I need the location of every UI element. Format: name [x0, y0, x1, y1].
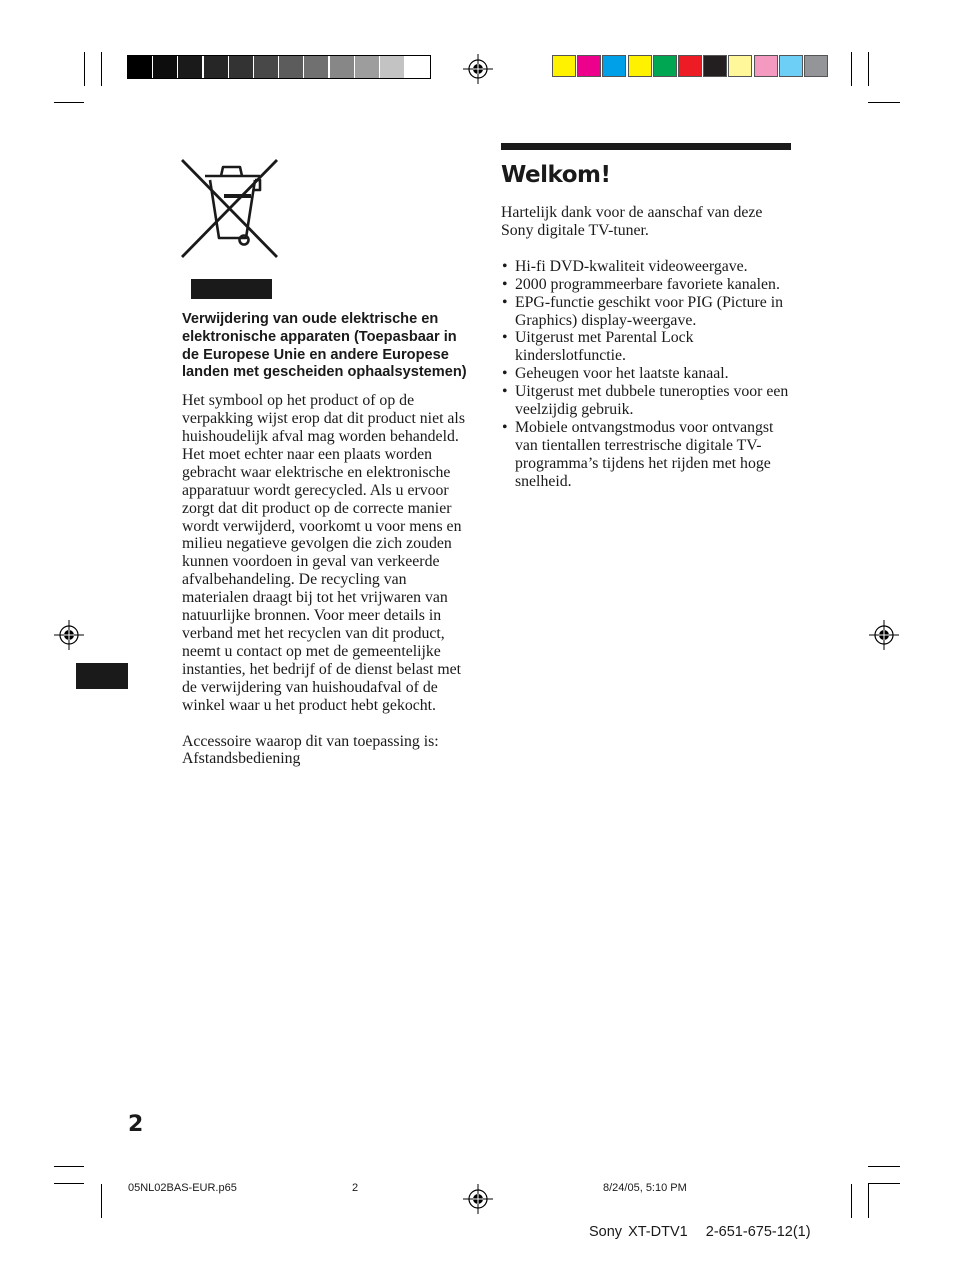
feature-text: Mobiele ontvangstmodus voor ontvangst van tientallen terrestrische digitale TV-programma’s tijdens het rijden met hoge snelheid. — [515, 418, 774, 490]
gray-swatch — [304, 56, 328, 78]
gray-swatch — [178, 56, 202, 78]
feature-list-item — [501, 365, 793, 383]
disposal-heading: Verwijdering van oude elektrische en elektronische apparaten (Toepasbaar in de Europese Unie en andere Europese landen met gescheiden ophaalsystemen) — [182, 311, 467, 381]
feature-list — [501, 258, 793, 491]
crossed-out-wheelie-bin-icon — [180, 158, 280, 260]
feature-list-item — [501, 329, 793, 365]
feature-text: Geheugen voor het laatste kanaal. — [515, 365, 729, 383]
color-swatch — [653, 55, 677, 77]
crop-mark — [868, 1183, 900, 1184]
registration-mark-icon — [54, 620, 84, 650]
bullet: • — [502, 293, 508, 311]
registration-mark-icon — [463, 1184, 493, 1214]
bullet: • — [502, 383, 508, 401]
crop-mark — [84, 52, 85, 86]
crop-mark — [101, 52, 102, 86]
crop-mark — [868, 52, 869, 86]
bullet: • — [502, 365, 508, 383]
welcome-intro: Hartelijk dank voor de aanschaf van deze Sony digitale TV-tuner. — [501, 204, 763, 239]
gray-swatch — [254, 56, 278, 78]
bullet: • — [502, 275, 508, 293]
weee-underbar — [191, 279, 272, 299]
crop-mark — [54, 1183, 84, 1184]
welcome-section — [501, 143, 793, 491]
crop-mark — [101, 1184, 102, 1218]
crop-mark — [868, 1166, 900, 1167]
footer-page: 2 — [352, 1182, 359, 1194]
bullet: • — [502, 418, 508, 436]
crop-mark — [851, 52, 852, 86]
gray-swatch — [355, 56, 379, 78]
section-tab — [76, 663, 128, 689]
gray-swatch — [279, 56, 303, 78]
color-swatch — [577, 55, 601, 77]
page-number: 2 — [128, 1112, 144, 1137]
model-code: Sony XT-DTV1 2-651-675-12(1) — [589, 1224, 811, 1240]
feature-text: Hi-fi DVD-kwaliteit videoweergave. — [515, 257, 748, 275]
disposal-section — [182, 311, 477, 768]
welcome-title: Welkom! — [501, 162, 611, 188]
feature-text: 2000 programmeerbare favoriete kanalen. — [515, 275, 780, 293]
color-swatch — [703, 55, 727, 77]
registration-mark-icon — [869, 620, 899, 650]
gray-swatch — [229, 56, 253, 78]
color-swatch — [804, 55, 828, 77]
feature-list-item — [501, 258, 793, 276]
color-calibration-bar — [552, 55, 829, 77]
feature-list-item — [501, 276, 793, 294]
gray-swatch — [128, 56, 152, 78]
color-swatch — [602, 55, 626, 77]
disposal-body: Het symbool op het product of op de verpakking wijst erop dat dit product niet als huishoudelijk afval mag worden behandeld. Het moet echter naar een plaats worden gebracht waar elektrische en elektronische apparatuur wordt gerecycled. Als u ervoor zorgt dat dit product op de correcte manier wordt verwijderd, voorkomt u voor mens en milieu negatieve gevolgen die zich zouden kunnen voordoen in geval van verkeerde afvalbehandeling. De recycling van materialen draagt bij tot het vrijwaren van natuurlijke bronnen. Voor meer details in verband met het recyclen van dit product, neemt u contact op met de gemeentelijke instanties, het bedrijf of de dienst belast met de verwijdering van huishoudafval of de winkel waar u het product hebt gekocht. — [182, 392, 465, 714]
feature-list-item — [501, 294, 793, 330]
feature-text: Uitgerust met dubbele tuneropties voor een veelzijdig gebruik. — [515, 383, 789, 419]
feature-text: Uitgerust met Parental Lock kinderslotfunctie. — [515, 329, 694, 365]
gray-swatch — [405, 56, 429, 78]
crop-mark — [868, 102, 900, 103]
feature-list-item — [501, 419, 793, 491]
bullet: • — [502, 329, 508, 347]
color-swatch — [678, 55, 702, 77]
color-swatch — [754, 55, 778, 77]
accessory-value: Afstandsbediening — [182, 750, 301, 768]
title-rule — [501, 143, 791, 150]
feature-list-item — [501, 383, 793, 419]
gray-swatch — [204, 56, 228, 78]
crop-mark — [54, 102, 84, 103]
gray-swatch — [153, 56, 177, 78]
color-swatch — [728, 55, 752, 77]
gray-swatch — [380, 56, 404, 78]
color-swatch — [552, 55, 576, 77]
grayscale-calibration-bar — [127, 55, 431, 79]
feature-text: EPG-functie geschikt voor PIG (Picture in Graphics) display-weergave. — [515, 293, 784, 329]
gray-swatch — [330, 56, 354, 78]
registration-mark-icon — [463, 54, 493, 84]
crop-mark — [868, 1184, 869, 1218]
color-swatch — [779, 55, 803, 77]
crop-mark — [54, 1166, 84, 1167]
bullet: • — [502, 257, 508, 275]
color-swatch — [628, 55, 652, 77]
footer-filename: 05NL02BAS-EUR.p65 — [128, 1182, 237, 1194]
accessory-label: Accessoire waarop dit van toepassing is: — [182, 732, 439, 750]
crop-mark — [851, 1184, 852, 1218]
footer-datetime: 8/24/05, 5:10 PM — [603, 1182, 687, 1194]
